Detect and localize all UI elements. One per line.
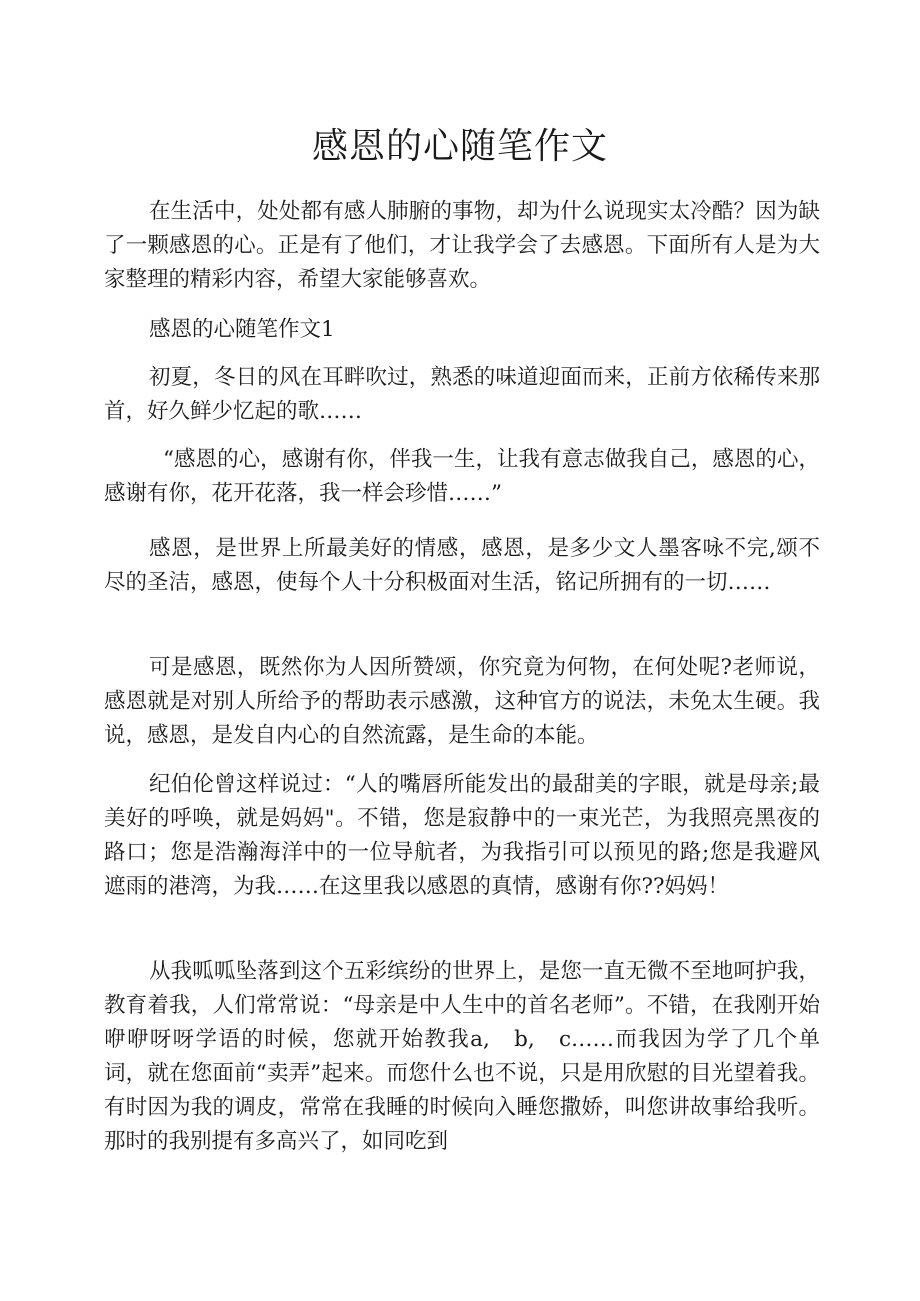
intro-paragraph: 在生活中，处处都有感人肺腑的事物，却为什么说现实太冷酷？因为缺了一颗感恩的心。正是有了他们，才让我学会了去感恩。下面所有人是为大家整理的精彩内容，希望大家能够喜欢。 [104, 199, 820, 292]
section-heading: 感恩的心随笔作文1 [149, 317, 335, 342]
paragraph-song-quote: “感恩的心，感谢有你，伴我一生，让我有意志做我自己，感恩的心，感谢有你，花开花落，我一样会珍惜……” [104, 447, 820, 506]
paragraph-gibran-mother: 纪伯伦曾这样说过：“人的嘴唇所能发出的最甜美的字眼，就是母亲;最美好的呼唤，就是妈妈"。不错，您是寂静中的一束光芒，为我照亮黑夜的路口；您是浩瀚海洋中的一位导航者，为我指引可以预见的路;您是我避风遮雨的港湾，为我……在这里我以感恩的真情，感谢有你??妈妈！ [104, 772, 820, 899]
paragraph-early-summer: 初夏，冬日的风在耳畔吹过，熟悉的味道迎面而来，正前方依稀传来那首，好久鲜少忆起的歌…… [104, 365, 820, 424]
paragraph-teacher-view: 可是感恩，既然你为人因所赞颂，你究竟为何物，在何处呢?老师说，感恩就是对别人所给予的帮助表示感激，这种官方的说法，未免太生硬。我说，感恩，是发自内心的自然流露，是生命的本能。 [104, 655, 820, 748]
paragraph-gratitude-definition: 感恩，是世界上所最美好的情感，感恩，是多少文人墨客咏不完,颂不尽的圣洁，感恩，使每个人十分积极面对生活，铭记所拥有的一切…… [104, 536, 820, 595]
paragraph-childhood: 从我呱呱坠落到这个五彩缤纷的世界上，是您一直无微不至地呵护我，教育着我，人们常常说：“母亲是中人生中的首名老师”。不错，在我刚开始咿咿呀呀学语的时候，您就开始教我a, b, c……而我因为学了几个单词，就在您面前“卖弄”起来。而您什么也不说，只是用欣慰的目光望着我。有时因为我的调皮，常常在我睡的时候向入睡您撒娇，叫您讲故事给我听。那时的我别提有多高兴了，如同吃到 [104, 959, 820, 1154]
page-title: 感恩的心随笔作文 [311, 126, 608, 167]
